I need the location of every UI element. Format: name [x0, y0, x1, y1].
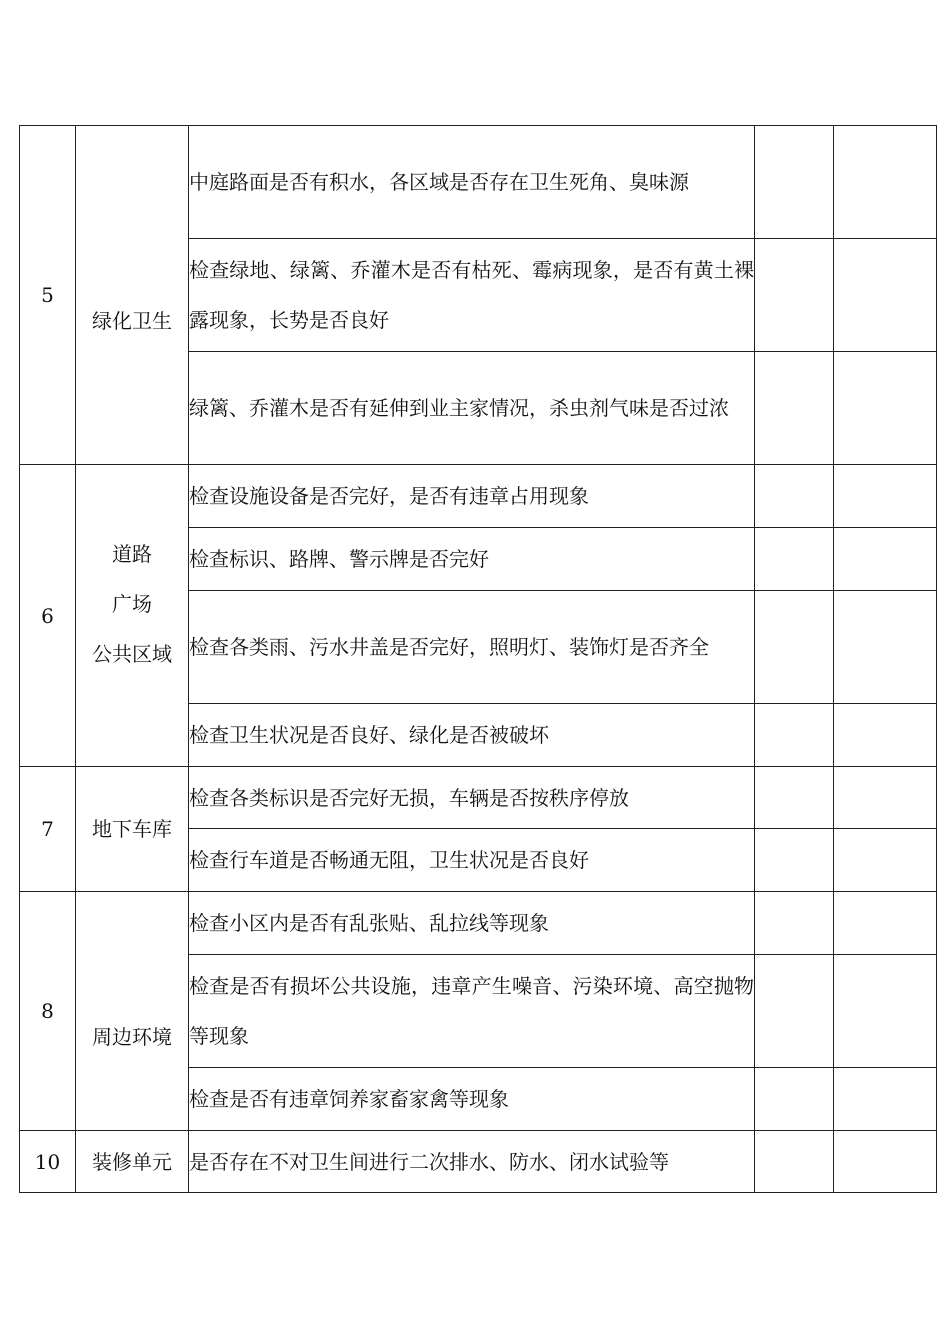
table-row: [20, 767, 937, 829]
category-cell: [76, 767, 189, 892]
table-row: [20, 1131, 937, 1193]
row-number: 10: [20, 1131, 76, 1193]
check-item: 绿篱、乔灌木是否有延伸到业主家情况，杀虫剂气味是否过浓: [189, 352, 755, 465]
blank-cell: [834, 528, 937, 591]
check-item: 检查各类标识是否完好无损，车辆是否按秩序停放: [189, 767, 755, 829]
blank-cell: [755, 955, 834, 1068]
row-number: 7: [20, 767, 76, 892]
category-label: 地下车库: [92, 817, 172, 841]
check-item: 检查绿地、绿篱、乔灌木是否有枯死、霉病现象，是否有黄土裸露现象，长势是否良好: [189, 239, 755, 352]
table-row: [20, 892, 937, 955]
blank-cell: [834, 767, 937, 829]
blank-cell: [755, 704, 834, 767]
check-item: 检查小区内是否有乱张贴、乱拉线等现象: [189, 892, 755, 955]
blank-cell: [755, 239, 834, 352]
check-item: 检查是否有损坏公共设施，违章产生噪音、污染环境、高空抛物等现象: [189, 955, 755, 1068]
blank-cell: [755, 829, 834, 892]
blank-cell: [834, 955, 937, 1068]
category-cell: [76, 892, 189, 1131]
check-item: 检查是否有违章饲养家畜家禽等现象: [189, 1068, 755, 1131]
check-item: 检查行车道是否畅通无阻，卫生状况是否良好: [189, 829, 755, 892]
category-label: 装修单元: [92, 1149, 172, 1174]
category-cell: [76, 1131, 189, 1193]
blank-cell: [834, 239, 937, 352]
category-label: 绿化卫生: [92, 309, 172, 333]
blank-cell: [755, 352, 834, 465]
category-label: 广场: [112, 591, 152, 616]
blank-cell: [834, 1131, 937, 1193]
category-label: 公共区域: [92, 641, 172, 666]
inspection-checklist-table: [19, 125, 937, 1193]
blank-cell: [834, 591, 937, 704]
category-label: 道路: [112, 541, 152, 566]
check-item: 是否存在不对卫生间进行二次排水、防水、闭水试验等: [189, 1131, 755, 1193]
table-row: [20, 465, 937, 528]
table-row: [20, 126, 937, 239]
check-item: 检查卫生状况是否良好、绿化是否被破坏: [189, 704, 755, 767]
row-number: 6: [20, 465, 76, 767]
blank-cell: [755, 126, 834, 239]
category-cell: [76, 465, 189, 767]
check-item: 检查设施设备是否完好，是否有违章占用现象: [189, 465, 755, 528]
blank-cell: [755, 1131, 834, 1193]
blank-cell: [755, 465, 834, 528]
blank-cell: [834, 892, 937, 955]
blank-cell: [834, 352, 937, 465]
row-number: 5: [20, 126, 76, 465]
category-label: 周边环境: [92, 1025, 172, 1049]
blank-cell: [834, 1068, 937, 1131]
blank-cell: [834, 704, 937, 767]
blank-cell: [755, 767, 834, 829]
blank-cell: [834, 465, 937, 528]
blank-cell: [755, 1068, 834, 1131]
blank-cell: [755, 892, 834, 955]
check-item: 检查各类雨、污水井盖是否完好，照明灯、装饰灯是否齐全: [189, 591, 755, 704]
row-number: 8: [20, 892, 76, 1131]
category-cell: [76, 126, 189, 465]
blank-cell: [834, 829, 937, 892]
blank-cell: [834, 126, 937, 239]
check-item: 中庭路面是否有积水，各区域是否存在卫生死角、臭味源: [189, 126, 755, 239]
check-item: 检查标识、路牌、警示牌是否完好: [189, 528, 755, 591]
blank-cell: [755, 591, 834, 704]
blank-cell: [755, 528, 834, 591]
